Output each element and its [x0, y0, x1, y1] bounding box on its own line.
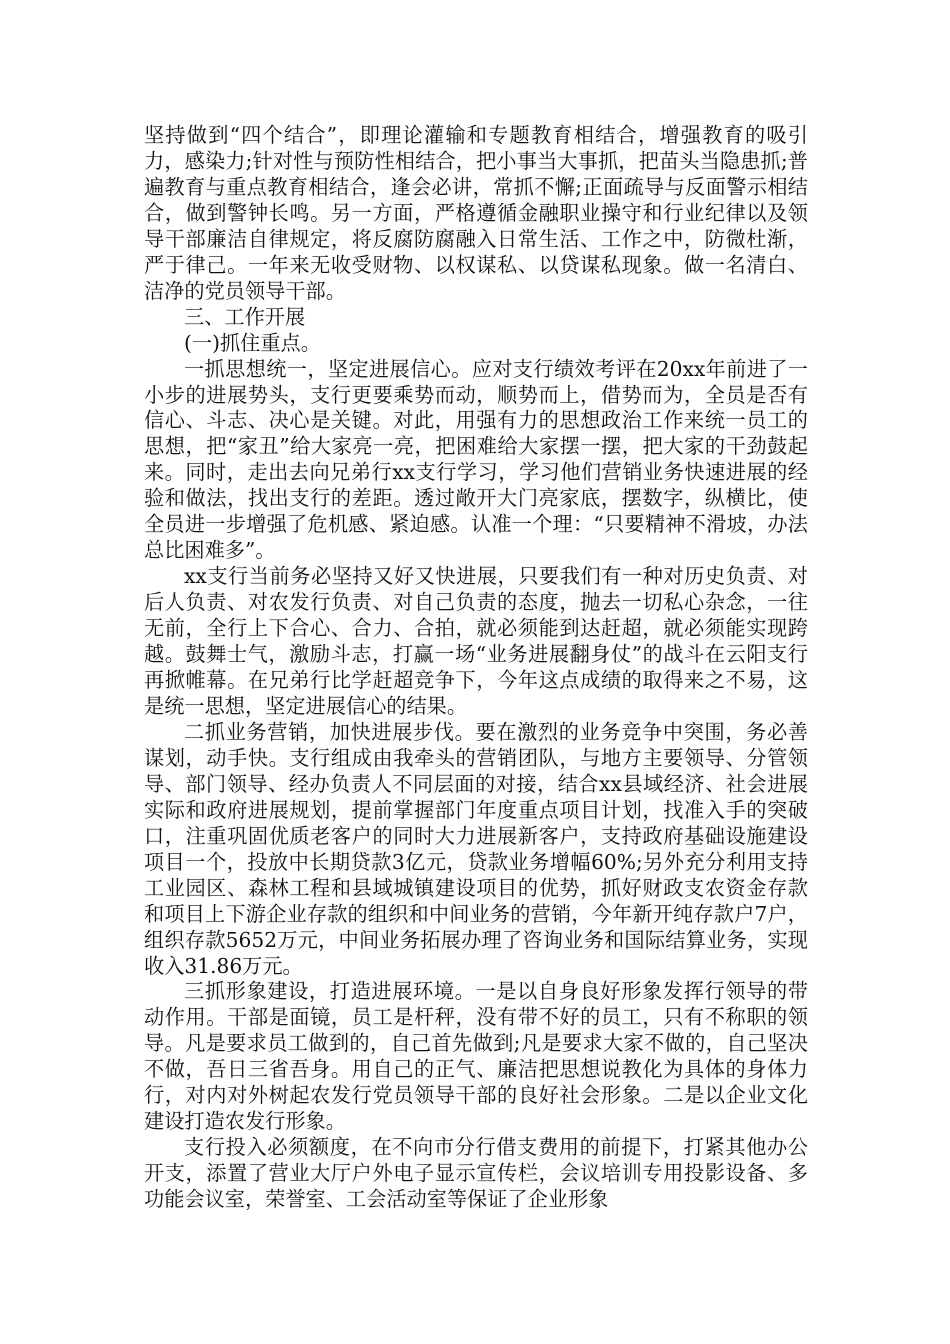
section-heading-work-development: 三、工作开展 [184, 304, 306, 329]
paragraph-branch-investment: 支行投入必须额度，在不向市分行借支费用的前提下，打紧其他办公开支，添置了营业大厅户外电子显示宣传栏，会议培训专用投影设备、多功能会议室，荣誉室、工会活动室等保证了企业形象 [144, 1135, 808, 1212]
paragraph-business-marketing: 二抓业务营销，加快进展步伐。要在激烈的业务竞争中突围，务必善谋划，动手快。支行组成由我牵头的营销团队，与地方主要领导、分管领导、部门领导、经办负责人不同层面的对接，结合xx县域经济、社会进展实际和政府进展规划，提前掌握部门年度重点项目计划，找准入手的突破口，注重巩固优质老客户的同时大力进展新客户，支持政府基础设施建设项目一个，投放中长期贷款3亿元，贷款业务增幅60%;另外充分利用支持工业园区、森林工程和县域城镇建设项目的优势，抓好财政支农资金存款和项目上下游企业存款的组织和中间业务的营销，今年新开纯存款户7户，组织存款5652万元，中间业务拓展办理了咨询业务和国际结算业务，实现收入31.86万元。 [144, 719, 808, 978]
paragraph-integrity-four-combinations: 坚持做到“四个结合”，即理论灌输和专题教育相结合，增强教育的吸引力，感染力;针对性与预防性相结合，把小事当大事抓，把苗头当隐患抓;普遍教育与重点教育相结合，逢会必讲，常抓不懈;正面疏导与反面警示相结合，做到警钟长鸣。另一方面，严格遵循金融职业操守和行业纪律以及领导干部廉洁自律规定，将反腐防腐融入日常生活、工作之中，防微杜渐，严于律己。一年来无收受财物、以权谋私、以贷谋私现象。做一名清白、洁净的党员领导干部。 [144, 123, 808, 303]
paragraph-image-building: 三抓形象建设，打造进展环境。一是以自身良好形象发挥行领导的带动作用。干部是面镜，员工是杆秤，没有带不好的员工，只有不称职的领导。凡是要求员工做到的，自己首先做到;凡是要求大家不做的，自己坚决不做，吾日三省吾身。用自己的正气、廉洁把思想说教化为具体的身体力行，对内对外树起农发行党员领导干部的良好社会形象。二是以企业文化建设打造农发行形象。 [144, 979, 808, 1134]
subsection-heading-focus-points: (一)抓住重点。 [184, 330, 321, 355]
paragraph-branch-development: xx支行当前务必坚持又好又快进展，只要我们有一种对历史负责、对后人负责、对农发行负责、对自己负责的态度，抛去一切私心杂念，一往无前，全行上下合心、合力、合拍，就必须能到达赶超，就必须能实现跨越。鼓舞士气，激励斗志，打赢一场“业务进展翻身仗”的战斗在云阳支行再掀帷幕。在兄弟行比学赶超竞争下，今年这点成绩的取得来之不易，这是统一思想，坚定进展信心的结果。 [144, 564, 808, 718]
document-body [144, 123, 808, 1213]
paragraph-unify-thinking: 一抓思想统一，坚定进展信心。应对支行绩效考评在20xx年前进了一小步的进展势头，支行更要乘势而动，顺势而上，借势而为，全员是否有信心、斗志、决心是关键。对此，用强有力的思想政治工作来统一员工的思想，把“家丑”给大家亮一亮，把困难给大家摆一摆，把大家的干劲鼓起来。同时，走出去向兄弟行xx支行学习，学习他们营销业务快速进展的经验和做法，找出支行的差距。透过敞开大门亮家底，摆数字，纵横比，使全员进一步增强了危机感、紧迫感。认准一个理：“只要精神不滑坡，办法总比困难多”。 [144, 356, 808, 563]
